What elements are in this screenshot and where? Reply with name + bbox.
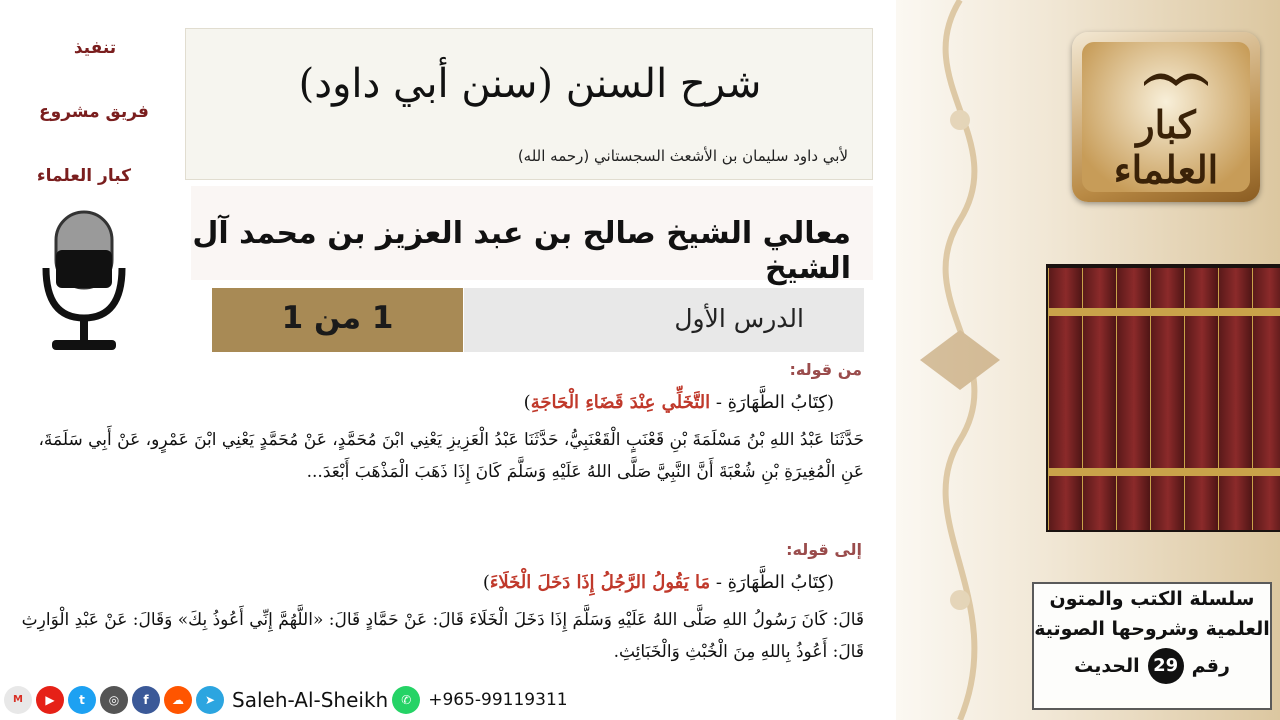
title-box	[185, 28, 873, 180]
chapter-prefix: (كِتَابُ الطَّهَارَةِ -	[710, 572, 834, 593]
from-chapter	[524, 392, 834, 413]
to-chapter	[483, 572, 834, 593]
kibar-label: كبار العلماء	[36, 166, 132, 186]
series-prefix: رقم	[1191, 655, 1230, 677]
team-label: فريق مشروع	[39, 102, 149, 122]
book-title: شرح السنن (سنن أبي داود)	[298, 61, 762, 107]
sheikh-box	[191, 186, 873, 286]
sheikh-name: معالي الشيخ صالح بن عبد العزيز بن محمد آل الشيخ	[192, 216, 851, 286]
footer-contacts	[4, 684, 568, 716]
logo-text: كبار العلماء	[1113, 102, 1219, 192]
lesson-name: الدرس الأول	[674, 304, 804, 333]
to-label: إلى قوله:	[786, 540, 862, 559]
phone-number[interactable]: +965-99119311	[428, 690, 568, 710]
kibar-ulama-logo	[1072, 32, 1260, 202]
execution-label: تنفيذ	[73, 38, 117, 58]
microphone-icon	[38, 208, 130, 356]
facebook-icon[interactable]: f	[132, 686, 160, 714]
chapter-prefix: (كِتَابُ الطَّهَارَةِ -	[710, 392, 834, 413]
series-info-box	[1032, 582, 1272, 710]
lesson-count: 1 من 1	[281, 300, 394, 336]
to-hadith-text: قَالَ: كَانَ رَسُولُ اللهِ صَلَّى اللهُ عَلَيْهِ وَسَلَّمَ إِذَا دَخَلَ الْخَلَاءَ قَالَ: عَنْ حَمَّادٍ قَالَ: «اللَّهُمَّ إِنِّي أَعُوذُ بِكَ» وَقَالَ: عَنْ عَبْدِ الْوَارِثِ قَالَ: أَعُوذُ بِاللهِ مِنَ الْخُبْثِ وَالْخَبَائِثِ.	[21, 610, 864, 662]
social-handle[interactable]: Saleh-Al-Sheikh	[232, 688, 389, 712]
lesson-name-box	[464, 288, 864, 352]
chapter-title: التَّخَلِّي عِنْدَ قَضَاءِ الْحَاجَةِ	[530, 392, 711, 413]
series-number-row	[1034, 648, 1270, 684]
instagram-icon[interactable]: ◎	[100, 686, 128, 714]
from-hadith-text: حَدَّثَنَا عَبْدُ اللهِ بْنُ مَسْلَمَةَ بْنِ قَعْنَبٍ الْقَعْنَبِيُّ، حَدَّثَنَا عَبْدُ الْعَزِيزِ يَعْنِي ابْنَ مُحَمَّدٍ، عَنْ مُحَمَّدٍ يَعْنِي ابْنَ عَمْرٍو، عَنْ أَبِي سَلَمَةَ، عَنِ الْمُغِيرَةِ بْنِ شُعْبَةَ أَنَّ النَّبِيَّ صَلَّى اللهُ عَلَيْهِ وَسَلَّمَ كَانَ إِذَا ذَهَبَ الْمَذْهَبَ أَبْعَدَ...	[38, 430, 864, 482]
from-label: من قوله:	[789, 360, 862, 379]
series-line-1: سلسلة الكتب والمتون	[1049, 588, 1255, 610]
series-number-badge: 29	[1148, 648, 1184, 684]
series-line-2: العلمية وشروحها الصوتية	[1034, 618, 1270, 640]
ornament-swirl	[900, 0, 1020, 720]
soundcloud-icon[interactable]: ☁	[164, 686, 192, 714]
whatsapp-icon[interactable]: ✆	[392, 686, 420, 714]
gmail-icon[interactable]: M	[4, 686, 32, 714]
books-photo	[1046, 264, 1280, 532]
telegram-icon[interactable]: ➤	[196, 686, 224, 714]
lesson-count-box	[212, 288, 463, 352]
youtube-icon[interactable]: ▶	[36, 686, 64, 714]
book-subtitle: لأبي داود سليمان بن الأشعث السجستاني (رحمه الله)	[517, 147, 848, 165]
chapter-suffix: )	[482, 572, 490, 593]
open-book-icon	[1142, 60, 1210, 86]
twitter-icon[interactable]: t	[68, 686, 96, 714]
series-suffix: الحديث	[1074, 655, 1140, 677]
chapter-suffix: )	[523, 392, 531, 413]
chapter-title: مَا يَقُولُ الرَّجُلُ إِذَا دَخَلَ الْخَلَاءَ	[489, 572, 711, 593]
